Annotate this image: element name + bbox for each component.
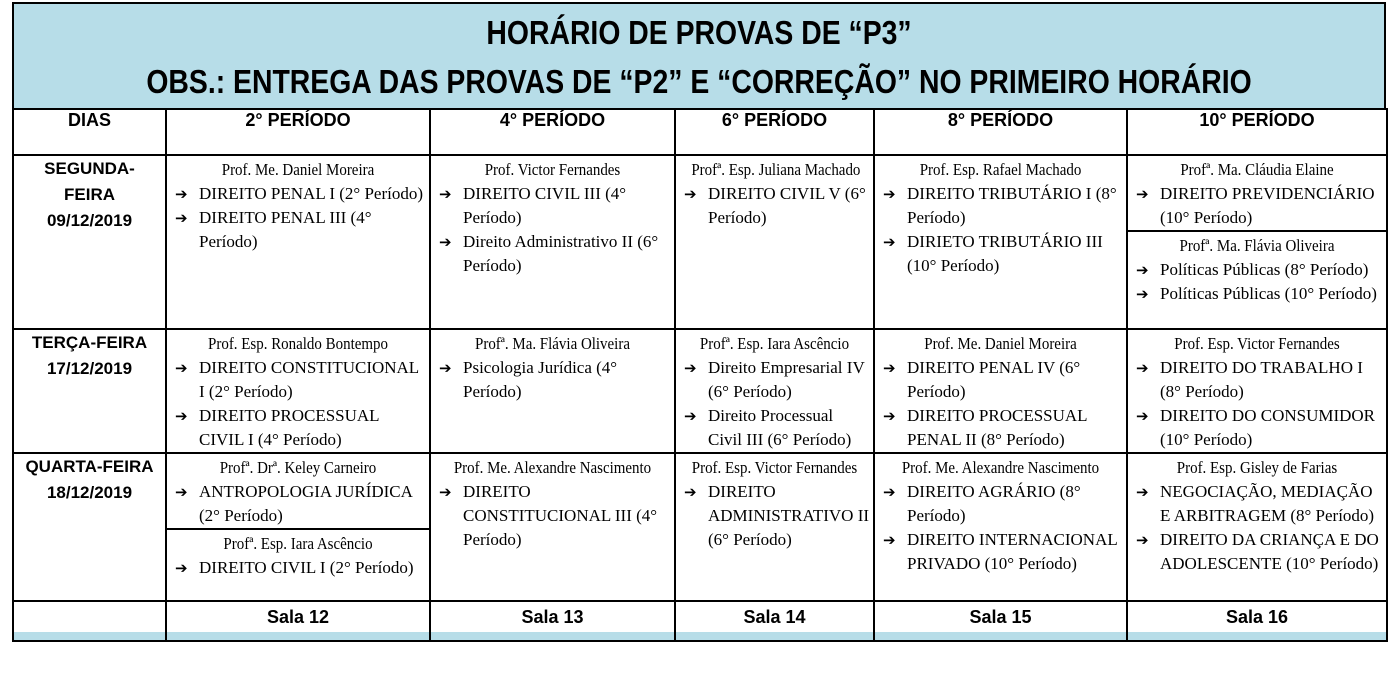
arrow-right-icon: ➔ — [1136, 359, 1149, 377]
day-label: FEIRA — [64, 185, 115, 204]
subject-label: DIREITO PROCESSUAL PENAL II (8° Período) — [907, 406, 1087, 449]
subject-label: DIREITO AGRÁRIO (8° Período) — [907, 482, 1081, 525]
room-label: Sala 15 — [875, 602, 1126, 632]
subject-label: DIREITO DO TRABALHO I (8° Período) — [1160, 358, 1363, 401]
list-item — [680, 356, 869, 404]
arrow-right-icon: ➔ — [439, 233, 452, 251]
list-item — [171, 182, 425, 206]
professor-name: Prof. Me. Daniel Moreira — [221, 160, 375, 179]
day-label: TERÇA-FEIRA — [31, 333, 148, 352]
exam-cell — [1127, 453, 1387, 601]
room-cell — [430, 601, 675, 641]
professor-name: Prof. Esp. Ronaldo Bontempo — [208, 334, 388, 353]
room-cell — [1127, 601, 1387, 641]
day-date: 18/12/2019 — [46, 483, 133, 502]
exam-cell — [874, 453, 1127, 601]
arrow-right-icon: ➔ — [1136, 285, 1149, 303]
professor-block — [167, 330, 429, 452]
arrow-right-icon: ➔ — [684, 407, 697, 425]
professor-block — [167, 454, 429, 528]
room-cell — [675, 601, 874, 641]
subject-label: DIRIETO TRIBUTÁRIO III (10° Período) — [907, 232, 1103, 275]
professor-block — [1128, 330, 1386, 452]
room-label: Sala 14 — [676, 602, 873, 632]
list-item — [171, 206, 425, 254]
professor-name: Prof. Esp. Gisley de Farias — [1176, 458, 1338, 477]
list-item — [680, 182, 869, 230]
subject-label: DIREITO CIVIL V (6° Período) — [708, 184, 866, 227]
professor-block — [676, 330, 873, 452]
subject-label: NEGOCIAÇÃO, MEDIAÇÃO E ARBITRAGEM (8° Período) — [1160, 482, 1375, 525]
room-row — [13, 601, 1387, 641]
subject-label: DIREITO DO CONSUMIDOR (10° Período) — [1160, 406, 1376, 449]
list-item — [435, 230, 670, 278]
professor-name: Prof. Me. Alexandre Nascimento — [453, 458, 652, 477]
day-cell — [13, 453, 166, 601]
list-item — [879, 230, 1122, 278]
exam-cell — [166, 155, 430, 329]
day-cell — [13, 155, 166, 329]
professor-name: Profª. Ma. Flávia Oliveira — [475, 334, 630, 353]
header-4-periodo: 4° PERÍODO — [430, 109, 675, 155]
exam-cell — [874, 155, 1127, 329]
list-item — [171, 480, 425, 528]
professor-name: Prof. Esp. Victor Fernandes — [691, 458, 858, 477]
room-cell — [13, 601, 166, 641]
arrow-right-icon: ➔ — [1136, 261, 1149, 279]
arrow-right-icon: ➔ — [1136, 185, 1149, 203]
professor-name: Prof. Me. Daniel Moreira — [924, 334, 1077, 353]
table-row — [13, 453, 1387, 601]
subject-label: DIREITO CIVIL III (4° Período) — [463, 184, 627, 227]
arrow-right-icon: ➔ — [175, 185, 188, 203]
arrow-right-icon: ➔ — [175, 559, 188, 577]
list-item — [435, 356, 670, 404]
professor-block — [1128, 156, 1386, 230]
arrow-right-icon: ➔ — [883, 531, 896, 549]
professor-block — [431, 454, 674, 552]
professor-name: Profª. Ma. Flávia Oliveira — [1179, 236, 1335, 255]
arrow-right-icon: ➔ — [883, 359, 896, 377]
arrow-right-icon: ➔ — [1136, 531, 1149, 549]
list-item — [171, 404, 425, 452]
subject-label: Direito Administrativo II (6° Período) — [463, 232, 659, 275]
room-cell — [166, 601, 430, 641]
subject-label: DIREITO PENAL III (4° Período) — [199, 208, 372, 251]
professor-block — [676, 156, 873, 230]
subject-label: DIREITO INTERNACIONAL PRIVADO (10° Período) — [907, 530, 1118, 573]
exam-schedule-table — [12, 108, 1388, 642]
list-item — [680, 480, 869, 552]
header-dias: DIAS — [13, 109, 166, 155]
arrow-right-icon: ➔ — [1136, 483, 1149, 501]
professor-name: Profª. Esp. Juliana Machado — [691, 160, 861, 179]
professor-name: Profª. Esp. Iara Ascêncio — [223, 534, 373, 553]
professor-block — [1128, 454, 1386, 576]
header-8-periodo: 8° PERÍODO — [874, 109, 1127, 155]
room-label — [14, 602, 165, 632]
arrow-right-icon: ➔ — [684, 483, 697, 501]
list-item — [879, 356, 1122, 404]
arrow-right-icon: ➔ — [1136, 407, 1149, 425]
exam-cell — [166, 453, 430, 601]
list-item — [435, 480, 670, 552]
day-cell — [13, 329, 166, 453]
list-item — [1132, 528, 1382, 576]
list-item — [680, 404, 869, 452]
exam-cell — [675, 453, 874, 601]
title-banner — [12, 2, 1386, 110]
professor-name: Prof. Victor Fernandes — [484, 160, 621, 179]
list-item — [879, 182, 1122, 230]
professor-name: Prof. Esp. Victor Fernandes — [1174, 334, 1340, 353]
exam-cell — [166, 329, 430, 453]
subject-label: DIREITO TRIBUTÁRIO I (8° Período) — [907, 184, 1117, 227]
exam-cell — [1127, 329, 1387, 453]
list-item — [435, 182, 670, 230]
exam-cell — [430, 453, 675, 601]
exam-cell — [430, 155, 675, 329]
subject-label: ANTROPOLOGIA JURÍDICA (2° Período) — [199, 482, 412, 525]
header-10-periodo: 10° PERÍODO — [1127, 109, 1387, 155]
header-2-periodo: 2° PERÍODO — [166, 109, 430, 155]
arrow-right-icon: ➔ — [439, 483, 452, 501]
list-item — [1132, 182, 1382, 230]
arrow-right-icon: ➔ — [175, 209, 188, 227]
subject-label: Políticas Públicas (10° Período) — [1160, 284, 1377, 303]
list-item — [171, 356, 425, 404]
arrow-right-icon: ➔ — [175, 407, 188, 425]
subject-label: DIREITO CONSTITUCIONAL III (4° Período) — [463, 482, 658, 549]
table-row — [13, 155, 1387, 329]
exam-cell — [675, 329, 874, 453]
table-row — [13, 329, 1387, 453]
professor-name: Prof. Me. Alexandre Nascimento — [901, 458, 1100, 477]
subject-label: DIREITO PREVIDENCIÁRIO (10° Período) — [1160, 184, 1375, 227]
header-6-periodo: 6° PERÍODO — [675, 109, 874, 155]
arrow-right-icon: ➔ — [883, 233, 896, 251]
subject-label: DIREITO PROCESSUAL CIVIL I (4° Período) — [199, 406, 379, 449]
subject-label: DIREITO DA CRIANÇA E DO ADOLESCENTE (10° Período) — [1160, 530, 1379, 573]
professor-block — [676, 454, 873, 552]
professor-block — [167, 156, 429, 254]
professor-block — [431, 156, 674, 278]
professor-block — [1128, 230, 1386, 306]
professor-block — [875, 330, 1126, 452]
exam-cell — [1127, 155, 1387, 329]
header-row — [13, 109, 1387, 155]
subject-label: DIREITO PENAL I (2° Período) — [199, 184, 423, 203]
professor-name: Profª. Esp. Iara Ascêncio — [699, 334, 850, 353]
arrow-right-icon: ➔ — [439, 359, 452, 377]
list-item — [1132, 258, 1382, 282]
subject-label: Direito Processual Civil III (6° Período) — [708, 406, 852, 449]
list-item — [171, 556, 425, 580]
arrow-right-icon: ➔ — [883, 407, 896, 425]
arrow-right-icon: ➔ — [684, 359, 697, 377]
subject-label: DIREITO CIVIL I (2° Período) — [199, 558, 414, 577]
day-date: 17/12/2019 — [46, 359, 133, 378]
room-cell — [874, 601, 1127, 641]
arrow-right-icon: ➔ — [883, 185, 896, 203]
day-label: SEGUNDA- — [44, 159, 135, 178]
list-item — [1132, 356, 1382, 404]
subject-label: DIREITO PENAL IV (6° Período) — [907, 358, 1081, 401]
exam-cell — [430, 329, 675, 453]
room-label: Sala 16 — [1128, 602, 1386, 632]
subject-label: Psicologia Jurídica (4° Período) — [463, 358, 618, 401]
arrow-right-icon: ➔ — [684, 185, 697, 203]
arrow-right-icon: ➔ — [883, 483, 896, 501]
list-item — [879, 528, 1122, 576]
professor-name: Prof. Esp. Rafael Machado — [919, 160, 1082, 179]
exam-cell — [675, 155, 874, 329]
subject-label: Políticas Públicas (8° Período) — [1160, 260, 1369, 279]
arrow-right-icon: ➔ — [439, 185, 452, 203]
professor-block — [167, 528, 429, 580]
professor-name: Profª. Ma. Cláudia Elaine — [1180, 160, 1334, 179]
list-item — [1132, 282, 1382, 306]
subject-label: Direito Empresarial IV (6° Período) — [708, 358, 865, 401]
schedule-sheet — [12, 2, 1386, 640]
room-label: Sala 12 — [167, 602, 429, 632]
day-label: QUARTA-FEIRA — [25, 457, 154, 476]
arrow-right-icon: ➔ — [175, 359, 188, 377]
list-item — [879, 404, 1122, 452]
page-title: HORÁRIO DE PROVAS DE “P3” — [486, 14, 912, 51]
list-item — [1132, 404, 1382, 452]
exam-cell — [874, 329, 1127, 453]
professor-block — [431, 330, 674, 404]
page-subtitle-note: OBS.: ENTREGA DAS PROVAS DE “P2” E “CORREÇÃO” NO PRIMEIRO HORÁRIO — [146, 63, 1252, 100]
list-item — [879, 480, 1122, 528]
professor-block — [875, 454, 1126, 576]
day-date: 09/12/2019 — [46, 211, 133, 230]
arrow-right-icon: ➔ — [175, 483, 188, 501]
subject-label: DIREITO ADMINISTRATIVO II (6° Período) — [708, 482, 870, 549]
room-label: Sala 13 — [431, 602, 674, 632]
professor-block — [875, 156, 1126, 278]
list-item — [1132, 480, 1382, 528]
schedule-body — [13, 155, 1387, 641]
subject-label: DIREITO CONSTITUCIONAL I (2° Período) — [199, 358, 419, 401]
professor-name: Profª. Drª. Keley Carneiro — [219, 458, 377, 477]
